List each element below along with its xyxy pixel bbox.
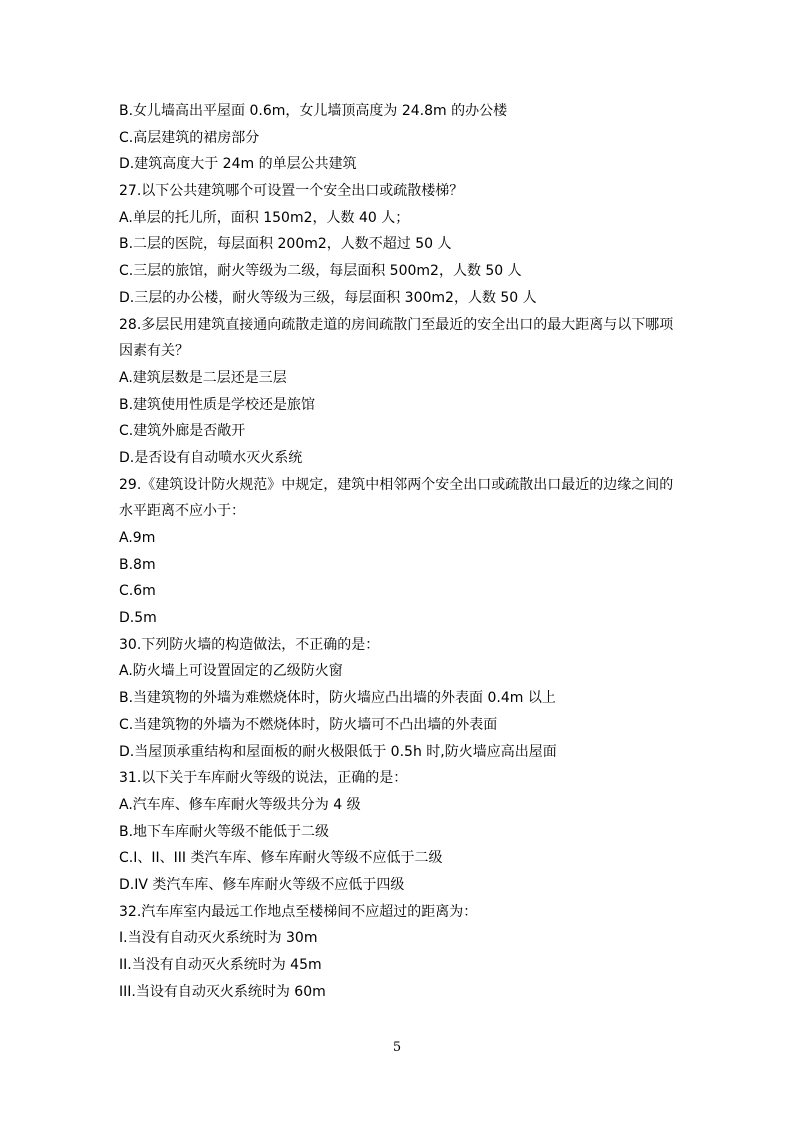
option-a: A.单层的托儿所，面积 150m2，人数 40 人；	[119, 209, 410, 226]
statement-i: I.当没有自动灭火系统时为 30m	[119, 930, 318, 947]
option-d: D.5m	[119, 610, 157, 627]
question-32: 32.汽车库室内最远工作地点至楼梯间不应超过的距离为：	[119, 903, 478, 920]
option-d: D.当屋顶承重结构和屋面板的耐火极限低于 0.5h 时,防火墙应高出屋面	[119, 743, 557, 760]
question-30: 30.下列防火墙的构造做法，不正确的是：	[119, 636, 380, 653]
option-c: C.当建筑物的外墙为不燃烧体时，防火墙可不凸出墙的外表面	[119, 716, 498, 733]
text-line: D.建筑高度大于 24m 的单层公共建筑	[119, 156, 357, 173]
option-c: C.建筑外廊是否敞开	[119, 423, 246, 440]
option-c: C.I、II、III 类汽车库、修车库耐火等级不应低于二级	[119, 850, 443, 867]
option-d: D.是否设有自动喷水灭火系统	[119, 449, 303, 466]
question-28-cont: 因素有关？	[119, 343, 189, 360]
question-31: 31.以下关于车库耐火等级的说法，正确的是：	[119, 770, 408, 787]
option-a: A.9m	[119, 530, 156, 546]
option-d: D.IV 类汽车库、修车库耐火等级不应低于四级	[119, 876, 405, 893]
question-28: 28.多层民用建筑直接通向疏散走道的房间疏散门至最近的安全出口的最大距离与以下哪项	[119, 316, 674, 333]
text-line: C.高层建筑的裙房部分	[119, 129, 260, 146]
page-body	[119, 98, 679, 1005]
option-b: B.地下车库耐火等级不能低于二级	[119, 823, 330, 840]
option-c: C.6m	[119, 583, 156, 600]
text-line: B.女儿墙高出平屋面 0.6m，女儿墙顶高度为 24.8m 的办公楼	[119, 103, 508, 119]
question-27: 27.以下公共建筑哪个可设置一个安全出口或疏散楼梯？	[119, 183, 464, 200]
option-a: A.防火墙上可设置固定的乙级防火窗	[119, 663, 343, 680]
option-a: A.建筑层数是二层还是三层	[119, 369, 287, 386]
statement-iii: III.当设有自动灭火系统时为 60m	[119, 983, 326, 1000]
question-29: 29.《建筑设计防火规范》中规定，建筑中相邻两个安全出口或疏散出口最近的边缘之间的	[119, 476, 674, 493]
option-a: A.汽车库、修车库耐火等级共分为 4 级	[119, 796, 361, 813]
statement-ii: II.当没有自动灭火系统时为 45m	[119, 957, 322, 973]
option-b: B.8m	[119, 556, 156, 573]
option-b: B.二层的医院，每层面积 200m2，人数不超过 50 人	[119, 236, 452, 253]
option-c: C.三层的旅馆，耐火等级为二级，每层面积 500m2，人数 50 人	[119, 263, 522, 280]
question-29-cont: 水平距离不应小于：	[119, 503, 245, 520]
option-b: B.当建筑物的外墙为难燃烧体时，防火墙应凸出墙的外表面 0.4m 以上	[119, 690, 556, 707]
option-d: D.三层的办公楼，耐火等级为三级，每层面积 300m2，人数 50 人	[119, 289, 537, 306]
option-b: B.建筑使用性质是学校还是旅馆	[119, 396, 316, 413]
page-number: 5	[392, 1040, 402, 1055]
